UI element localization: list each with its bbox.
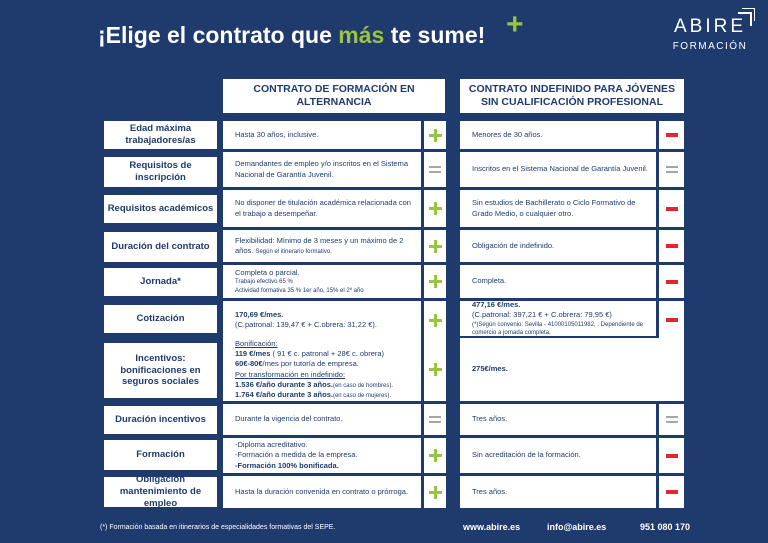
website-link[interactable]: www.abire.es <box>463 522 521 532</box>
row-label-inscripcion: Requisitos de inscripción <box>104 157 217 187</box>
plus-icon <box>424 476 446 508</box>
row-label-jornada: Jornada* <box>104 268 217 296</box>
row-label-incentivos: Incentivos: bonificaciones en seguros sociales <box>104 343 217 398</box>
cell-b-mantenimiento: Tres años. <box>460 476 656 508</box>
equal-icon <box>424 404 446 435</box>
minus-icon <box>659 190 684 227</box>
footnote: (*) Formación basada en itinerarios de especialidades formativas del SEPE. <box>100 524 336 531</box>
column-header-formacion: CONTRATO DE FORMACIÓN EN ALTERNANCIA <box>223 79 445 113</box>
cell-a-inscripcion: Demandantes de empleo y/o inscritos en el Sistema Nacional de Garantía Juvenil. <box>223 152 421 187</box>
cell-b-cotizacion: 477,16 €/mes. (C.patronal: 397,21 € + C.obrera: 79,95 €) (*)Según convenio: Sevilla - 41000105011982, . Dependiente de comercio a jornada completa. <box>460 301 656 336</box>
cell-b-academicos: Sin estudios de Bachillerato o Ciclo Formativo de Grado Medio, o cualquier otro. <box>460 190 656 227</box>
minus-icon <box>659 121 684 149</box>
row-label-edad: Edad máxima trabajadores/as <box>104 121 217 149</box>
cell-a-duracion-contrato: Flexibilidad: Mínimo de 3 meses y un máximo de 2 años. Según el itinerario formativo. <box>223 230 421 262</box>
cell-b-formacion: Sin acreditación de la formación. <box>460 438 656 473</box>
minus-icon <box>659 265 684 298</box>
cell-a-duracion-incentivos: Durante la vigencia del contrato. <box>223 404 421 435</box>
equal-icon <box>659 152 684 187</box>
cell-a-jornada: Completa o parcial. Trabajo efectivo 65 % Actividad formativa 35 % 1er año, 15% el 2º año <box>223 265 421 298</box>
minus-icon <box>659 438 684 473</box>
equal-icon <box>424 152 446 187</box>
plus-icon <box>424 438 446 473</box>
cell-a-mantenimiento: Hasta la duración convenida en contrato o prórroga. <box>223 476 421 508</box>
row-label-formacion: Formación <box>104 440 217 470</box>
plus-icon <box>424 230 446 262</box>
cell-b-incentivos: 275€/mes. <box>460 338 684 401</box>
column-header-indefinido: CONTRATO INDEFINIDO PARA JÓVENES SIN CUALIFICACIÓN PROFESIONAL <box>460 79 684 113</box>
equal-icon <box>659 404 684 435</box>
row-label-mantenimiento: Obligación mantenimiento de empleo <box>104 477 217 507</box>
cell-b-inscripcion: Inscritos en el Sistema Nacional de Garantía Juvenil. <box>460 152 656 187</box>
cell-b-duracion-contrato: Obligación de indefinido. <box>460 230 656 262</box>
minus-icon <box>659 230 684 262</box>
cell-a-academicos: No disponer de titulación académica relacionada con el trabajo a desempeñar. <box>223 190 421 227</box>
cell-a-cotizacion: 170,69 €/mes. (C.patronal: 139,47 € + C.obrera: 31,22 €). <box>223 301 421 339</box>
plus-icon <box>424 265 446 298</box>
minus-icon <box>659 476 684 508</box>
cell-b-duracion-incentivos: Tres años. <box>460 404 656 435</box>
plus-icon <box>424 121 446 149</box>
cell-b-jornada: Completa. <box>460 265 656 298</box>
row-label-academicos: Requisitos académicos <box>104 195 217 223</box>
email-link[interactable]: info@abire.es <box>547 522 607 532</box>
title-accent: más <box>338 22 385 48</box>
logo-name: ABIRE <box>673 16 747 37</box>
plus-icon <box>424 301 446 339</box>
page-title: ¡Elige el contrato que más te sume! <box>98 22 486 48</box>
cell-b-edad: Menores de 30 años. <box>460 121 656 149</box>
decorative-plus-icon: + <box>506 8 524 41</box>
row-label-duracion-incentivos: Duración incentivos <box>104 406 217 434</box>
cell-a-incentivos: Bonificación: 119 €/mes ( 91 € c. patronal + 28€ c. obrera) 60€-80€/mes por tutoría de empresa. Por transformación en indefinido: 1.536 €/año durante 3 años.(en caso de hombres). 1.764 €/año durante 3 años.(en caso de mujeres). <box>223 338 421 401</box>
cell-a-edad: Hasta 30 años, inclusive. <box>223 121 421 149</box>
minus-icon <box>659 301 684 339</box>
logo <box>664 16 756 52</box>
plus-icon <box>424 190 446 227</box>
logo-subtitle: FORMACIÓN <box>672 41 748 52</box>
cell-a-formacion: -Diploma acreditativo. -Formación a medida de la empresa. -Formación 100% bonificada. <box>223 438 421 473</box>
phone-number[interactable]: 951 080 170 <box>640 522 691 532</box>
row-label-duracion-contrato: Duración del contrato <box>104 232 217 262</box>
plus-icon <box>424 338 446 401</box>
row-label-cotizacion: Cotización <box>104 305 217 333</box>
